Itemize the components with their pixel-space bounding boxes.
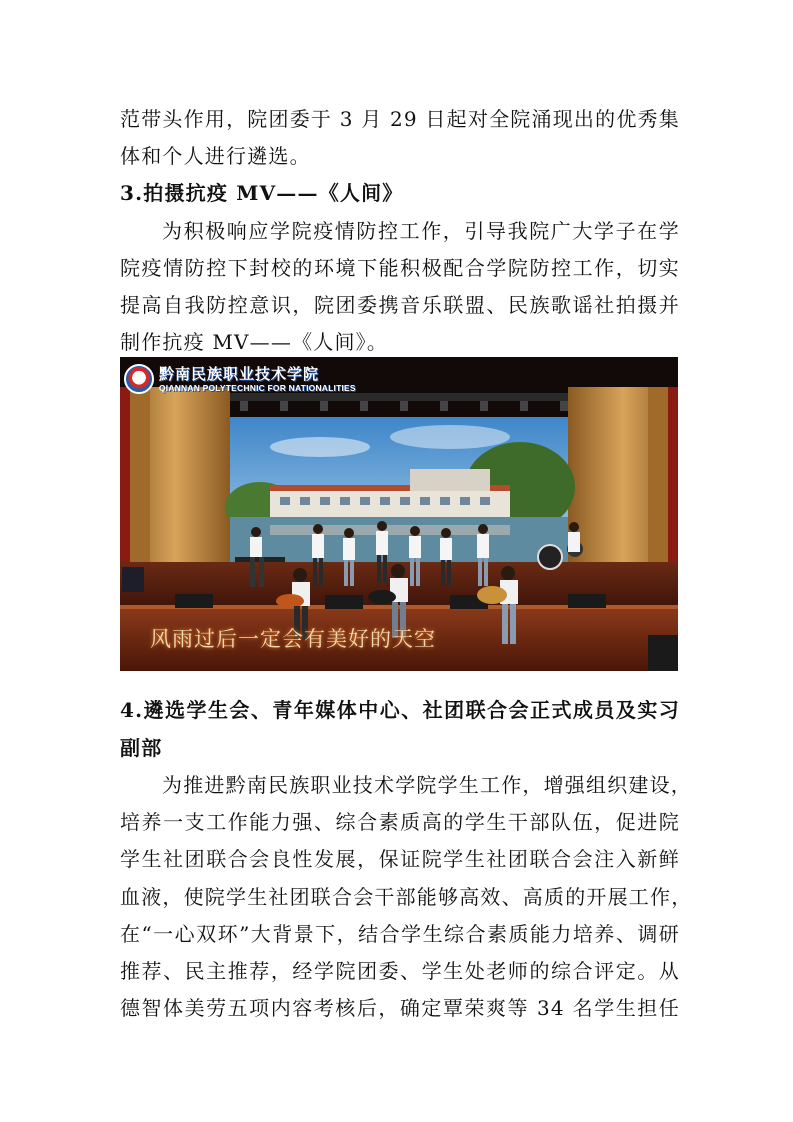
paragraph-line: 制作抗疫 MV——《人间》。 xyxy=(120,330,389,354)
paragraph-line: 范带头作用，院团委于 3 月 29 日起对全院涌现出的优秀集 xyxy=(120,107,680,131)
mv-stage-photo xyxy=(120,357,678,671)
paragraph-line: 提高自我防控意识，院团委携音乐联盟、民族歌谣社拍摄并 xyxy=(120,293,680,317)
paragraph-line: 学生社团联合会良性发展，保证院学生社团联合会注入新鲜 xyxy=(120,847,680,871)
paragraph-line: 血液，使院学生社团联合会干部能够高效、高质的开展工作， xyxy=(120,885,693,909)
paragraph-line: 在“一心双环”大背景下，结合学生综合素质能力培养、调研 xyxy=(120,922,680,946)
paragraph-line: 为积极响应学院疫情防控工作，引导我院广大学子在学 xyxy=(162,219,680,243)
paragraph-line: 院疫情防控下封校的环境下能积极配合学院防控工作，切实 xyxy=(120,256,680,280)
section-4-heading: 4.遴选学生会、青年媒体中心、社团联合会正式成员及实习 xyxy=(120,698,680,722)
paragraph-line: 德智体美劳五项内容考核后，确定覃荣爽等 34 名学生担任 xyxy=(120,996,680,1020)
paragraph-line: 体和个人进行遴选。 xyxy=(120,144,311,168)
college-name-en: QIANNAN POLYTECHNIC FOR NATIONALITIES xyxy=(159,382,356,393)
college-logo xyxy=(124,361,356,397)
college-emblem-icon xyxy=(124,364,154,394)
section-3-heading: 3.拍摄抗疫 MV——《人间》 xyxy=(120,181,404,205)
paragraph-line: 为推进黔南民族职业技术学院学生工作，增强组织建设， xyxy=(162,773,692,797)
paragraph-line: 培养一支工作能力强、综合素质高的学生干部队伍，促进院 xyxy=(120,810,680,834)
mv-lyric-caption: 风雨过后一定会有美好的天空 xyxy=(150,627,436,651)
college-name-cn: 黔南民族职业技术学院 xyxy=(159,364,320,383)
section-4-heading-cont: 副部 xyxy=(120,736,163,760)
paragraph-line: 推荐、民主推荐，经学院团委、学生处老师的综合评定。从 xyxy=(120,959,680,983)
